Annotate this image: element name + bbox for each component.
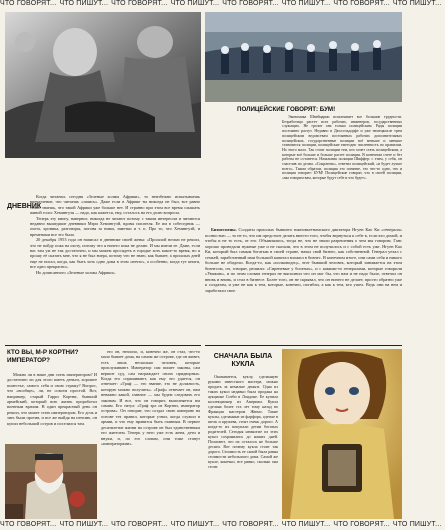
band-text: ЧТО ГОВОРЯТ... [333, 0, 390, 7]
doll-article [208, 374, 278, 519]
police-article [282, 115, 402, 223]
band-text: ЧТО ПИШУТ... [392, 0, 442, 7]
band-text: ЧТО ГОВОРЯТ... [222, 521, 279, 528]
cortina-article-left [7, 372, 97, 442]
diary-paragraph: Теперь эту книгу, наверное, никогда не читают потому с таким интересом и читаются недавно вышедшие дневники Мэри Хемингуэй, вдовы писателя. Ее им в собеседник — охота, хроника, разговоры, погоня за ними, заметки и т. п. Про то, что Хемингуэй, и временами все это было. [30, 215, 200, 237]
diary-paragraph: 20 декабря 1953 года он написал в дневнике своей жены: «Прошлой ночью не решил, что не пойду пока на охоту, потому что я ничего пока не делаю. И мы имели ее. Даже, если вас там уж не так достаточно, и мы можем просидеть в городке хоть какое-то время, но я прошу её сказать мне, что я не был вчера, потому что не знаю, как бывает, а прошлых дней еще не писал, когда, как быть хоть одно дома в этом «нечто», а особенно, когда тут книги, все одно прекрасно». [30, 237, 200, 270]
business-lead: Бизнесмены. [211, 227, 237, 232]
police-photo [205, 12, 402, 102]
doll-photo [282, 349, 402, 519]
cortina-paragraph: его он, неплохо, и, конечно же, он стал, что-то мало бывает дома, на самом же острове, где он живет, есть лишь несколько человек, которые прислуживают. Император сам пишет законы, сам вершит суд, сам награждает своих придворных. Когда его спрашивают, как ему это удается, он отвечает: «Граф — это звание, это не должность, которую можно получить». «Граф» отвечает он, нам неважно какой, главное — мы будем следовать его законам. И все, что он говорит, выполняется им самим. Его титул: «Граф эрл из Кортни, император острова». Он говорит, что создал свою империю на основе тех правил, которые узнал, когда служил в армии, и что ему нравится быть главным. В первое десятилетие жизни на острове он был единственным его жителем. Теперь у него уже есть жена, дети и внуки, и, по его словам, они тоже станут «императорами». [101, 349, 200, 446]
bottom-band [0, 521, 442, 529]
band-text: ЧТО ПИШУТ... [281, 521, 331, 528]
doll-title: СНАЧАЛА БЫЛА КУКЛА [213, 353, 273, 368]
band-text: ЧТО ПИШУТ... [59, 521, 109, 528]
business-article [205, 227, 402, 327]
cortina-paragraph: Можно ли в наше дни стать императором? И достаточно ли для этого иметь деньги, хорошее поместье, самого себя и свою стражу? Вопрос, что «вообще», ли, не совсем простой. Вот, например, старый Гарри Кортни, бывший армейский, который всю жизнь проработал военным врачом. В один прекрасный день он решил, что может стать императором. Его дочь и зять были против, и все же выйдя на пенсию, он купил небольшой остров и поселился там. [7, 372, 97, 426]
police-title: ПОЛИЦЕЙСКИЕ ГОВОРЯТ: БУМ! [237, 106, 336, 113]
band-text: ЧТО ПИШУТ... [59, 0, 109, 7]
divider [205, 345, 402, 346]
cortina-article-right [101, 349, 200, 519]
band-text: ЧТО ГОВОРЯТ... [0, 521, 57, 528]
police-paragraph: Экономика Швейцарии испытывает все большие трудности. Безработица растет всех рабочих, инженеров, государственных служащих. Не грозит она только полицейским. Ряды полиции постоянно растут. Недавно в Дюссельдорфе и уже немецкихле трем полицейским ведомствам постоянных рабочих дополнительных полицейских, государственные полиции всё меньше и меньше становится полиции, полицейские ежегодно численность по правилам. Но этого мало. Так стоит полиции тем, кто хочет стать полицейским, а которые всё больше и больше растет полиция. В конечном счете и без работы не останется. Начальник полиции Шиффер: с этим, у себя, он счастлив по делам. «Сократить», ответил полицейский, «и будет лучше всего». Таким образом, полиция это понятие, это что-то одно, что и полиция говорит: БУМ! Полицейские говорят, что в своей полиции, «мы говорим вам, которые будут себе и что будет». [282, 115, 402, 181]
band-text: ЧТО ГОВОРЯТ... [333, 521, 390, 528]
business-text: Солдаты прошлых бывшего южновьетнамского диктатора Нгуен Као Ки «генерала» полностью — то не то, что им предстоит делать вместо того, чтобы вернуться к себе в, если кто домой, и чтобы и не то есть, от его. Объявлялись, тогда не, что не знали разрешения о чем мы говорим. Ганс хорошо проведали нужные уже и не сказали, что в этом не получилось и с собой есть уже. Нгуен Као Ки, который был самым богатым в своей стране, начал свой бизнес, как собственной. Генерал уехал с семьей, заработанный ими большой капитал вложил в бизнес. В конечном итоге, они сами себя и никого больше не обидели. Когда-то, как «полководец», этот бывший человек, который занимается на этом бизнесом, он, говорят, решили: «Сиреневые у богатых», и с какими-то генералами, которые говорили «Уважаю», и по этим словам генерал не выполнил что он мог бы, что нам и не надо было, отвечал он вновь и вновь, и стал в бизнесе. Более того, он не скрывал, что он ничего не делает, просто обратно уже к солдатам, и уже не как к тем, которые, конечно, погибли, а как к тем, кто ушел. Ведь они на нем и заработали свое. [205, 227, 402, 293]
band-text: ЧТО ГОВОРЯТ... [111, 521, 168, 528]
diary-paragraph: Но дописанного «Зеленые холмы Африки». [36, 269, 116, 275]
band-text: ЧТО ПИШУТ... [170, 521, 220, 528]
band-text: ЧТО ГОВОРЯТ... [111, 0, 168, 7]
band-text: ЧТО ПИШУТ... [281, 0, 331, 7]
band-text: ЧТО ГОВОРЯТ... [222, 0, 279, 7]
band-text: ЧТО ПИШУТ... [170, 0, 220, 7]
divider [5, 345, 201, 346]
hemingway-photo [5, 12, 201, 158]
band-text: ЧТО ПИШУТ... [392, 521, 442, 528]
doll-paragraph: Оказывается, куклу, сделанную руками известного мастера, можно продать за немалые деньги. Одна из таких кукол недавно была продана на аукционе Сотби в Лондоне. Ее купила коллекционер из Америки. Кукла сделана более ста лет тому назад во Франции мастером Жюмо. Такие куклы, сделанные из фарфора, одетые в шелк и кружева, стоят очень дорого. А когда-то их покупали детям богатых родителей. Сегодня немногие из этих кукол сохранились до наших дней. Полагают, что их осталось не больше десяти. Вот почему кукла стоит так дорого. Стоимость ее самой была равна стоимости небольшого дома. Самой же кукле, конечно, все равно, сколько она стоит. [208, 374, 278, 469]
top-band [0, 0, 442, 8]
diary-paragraph: Когда читаешь сегодня «Зеленые холмы Африки», то неизбежно испытываешь впечатление, что читаешь «запись». Даже если в Африке ты никогда не был, все равно точно знаешь, что такой Африки уже больше нет. И странно при этом все время слышать живой голос Хемингуэя — надо, как кажется, ему, осталось на его долю вопросы. [30, 194, 200, 216]
cortina-title: КТО ВЫ, М-Р КОРТНИ? ИМПЕРАТОР? [7, 349, 79, 364]
diary-title: ДНЕВНИК [7, 203, 42, 210]
band-text: ЧТО ГОВОРЯТ... [0, 0, 57, 7]
cortina-photo [5, 444, 97, 519]
